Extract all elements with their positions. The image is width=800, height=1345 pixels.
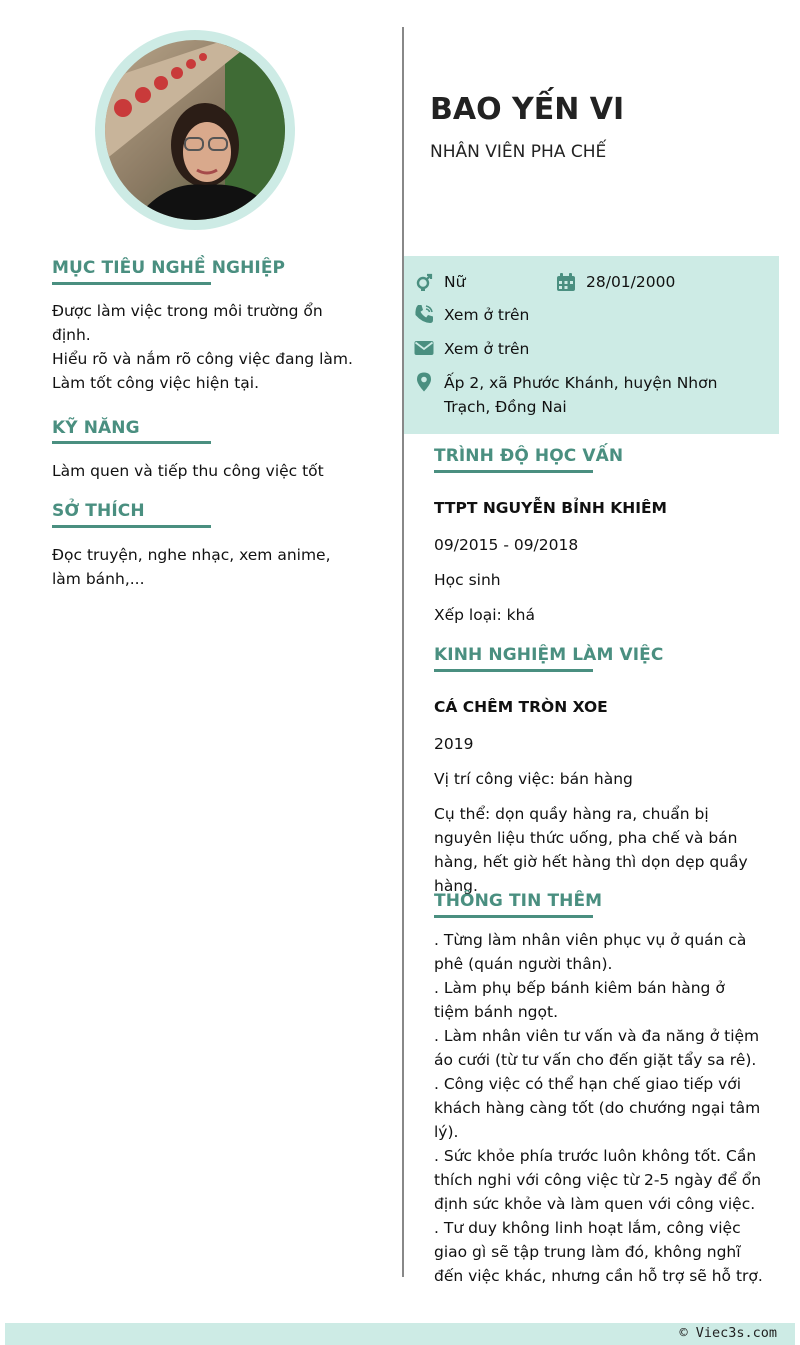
- experience-position: Vị trí công việc: bán hàng: [434, 770, 633, 788]
- address-value: Ấp 2, xã Phước Khánh, huyện Nhơn Trạch, Đồng Nai: [444, 374, 718, 416]
- experience-details: Cụ thể: dọn quầy hàng ra, chuẩn bị nguyên liệu thức uống, pha chế và bán hàng, hết giờ hết hàng thì dọn dẹp quầy hàng.: [434, 805, 748, 895]
- experience-year: 2019: [434, 735, 474, 753]
- hobbies-title: SỞ THÍCH: [52, 501, 145, 521]
- phone-icon: [414, 304, 434, 324]
- education-title: TRÌNH ĐỘ HỌC VẤN: [434, 446, 624, 466]
- career-goal-text: Được làm việc trong môi trường ổn định. Hiểu rõ và nắm rõ công việc đang làm. Làm tốt công việc hiện tại.: [52, 302, 353, 392]
- gender-icon: [414, 272, 434, 292]
- column-divider: [402, 27, 404, 1277]
- career-goal-title: MỤC TIÊU NGHỀ NGHIỆP: [52, 258, 286, 278]
- additional-info-title: THÔNG TIN THÊM: [434, 891, 603, 911]
- skills-underline: [52, 441, 211, 444]
- calendar-icon: [556, 272, 576, 292]
- contact-info-panel: [404, 256, 779, 434]
- avatar: [105, 40, 285, 220]
- avatar-photo: [105, 40, 285, 220]
- education-school: TTPT NGUYỄN BỈNH KHIÊM: [434, 499, 667, 517]
- birthdate-value: 28/01/2000: [586, 273, 676, 291]
- map-pin-icon: [414, 372, 434, 392]
- email-value: Xem ở trên: [444, 340, 530, 358]
- hobbies-text: Đọc truyện, nghe nhạc, xem anime, làm bánh,...: [52, 546, 331, 588]
- hobbies-underline: [52, 525, 211, 528]
- additional-info-underline: [434, 915, 593, 918]
- career-goal-underline: [52, 282, 211, 285]
- education-underline: [434, 470, 593, 473]
- avatar-ring: [95, 30, 295, 230]
- phone-value: Xem ở trên: [444, 306, 530, 324]
- footer-bar: [5, 1323, 795, 1345]
- footer-copyright[interactable]: © Viec3s.com: [679, 1325, 777, 1341]
- skills-text: Làm quen và tiếp thu công việc tốt: [52, 462, 324, 480]
- envelope-icon: [414, 338, 434, 358]
- experience-company: CÁ CHÊM TRÒN XOE: [434, 698, 608, 716]
- candidate-name: BAO YẾN VI: [430, 92, 625, 127]
- additional-info-text: . Từng làm nhân viên phục vụ ở quán cà phê (quán người thân). . Làm phụ bếp bánh kiêm bán hàng ở tiệm bánh ngọt. . Làm nhân viên tư vấn và đa năng ở tiệm áo cưới (từ tư vấn cho đến giặt tẩy sa rê). . Công việc có thể hạn chế giao tiếp với khách hàng càng tốt (do chướng ngại tâm lý). . Sức khỏe phía trước luôn không tốt. Cần thích nghi với công việc từ 2-5 ngày để ổn định sức khỏe và làm quen với công việc. . Tư duy không linh hoạt lắm, công việc giao gì sẽ tập trung làm đó, không nghĩ đến việc khác, nhưng cần hỗ trợ sẽ hỗ trợ.: [434, 931, 763, 1285]
- experience-underline: [434, 669, 593, 672]
- education-period: 09/2015 - 09/2018: [434, 536, 579, 554]
- gender-value: Nữ: [444, 273, 466, 291]
- skills-title: KỸ NĂNG: [52, 418, 140, 438]
- education-major: Học sinh: [434, 571, 501, 589]
- candidate-role: NHÂN VIÊN PHA CHẾ: [430, 142, 607, 162]
- education-grade: Xếp loại: khá: [434, 606, 535, 624]
- experience-title: KINH NGHIỆM LÀM VIỆC: [434, 645, 664, 665]
